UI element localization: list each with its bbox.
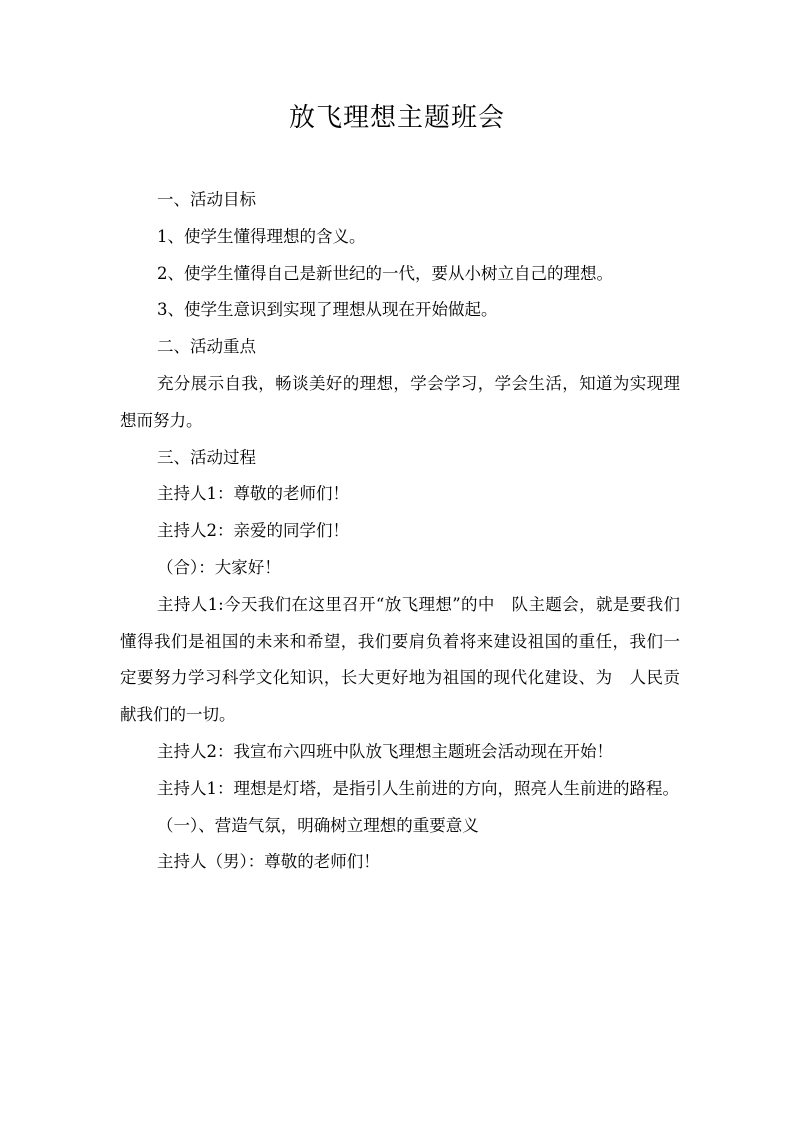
joint-greeting: （合）：大家好！ <box>157 557 281 577</box>
document-title: 放飞理想主题班会 <box>288 103 505 133</box>
host2-announcement: 主持人2：我宣布六四班中队放飞理想主题班会活动现在开始！ <box>157 741 613 761</box>
goal-item-1: 1、使学生懂得理想的含义。 <box>157 226 366 246</box>
document-body <box>120 182 680 881</box>
section-one-heading: （一）、营造气氛，明确树立理想的重要意义 <box>157 815 479 835</box>
focus-paragraph: 充分展示自我，畅谈美好的理想，学会学习，学会生活，知道为实现理想而努力。 <box>120 373 680 430</box>
goal-item-2: 2、使学生懂得自己是新世纪的一代，要从小树立自己的理想。 <box>157 263 613 283</box>
heading-activity-goals: 一、活动目标 <box>157 190 256 209</box>
host1-introduction: 主持人1:今天我们在这里召开“放飞理想”的中 队主题会，就是要我们懂得我们是祖国的未来和希望，我们要肩负着将来建设祖国的重任，我们一定要努力学习科学文化知识，长大更好地为祖国的现代化建设、为 人民贡献我们的一切。 <box>120 594 680 725</box>
host1-ideal-lighthouse: 主持人1：理想是灯塔，是指引人生前进的方向，照亮人生前进的路程。 <box>157 778 679 798</box>
heading-activity-process: 三、活动过程 <box>157 447 256 467</box>
host1-greeting: 主持人1：尊敬的老师们！ <box>157 484 349 504</box>
goal-item-3: 3、使学生意识到实现了理想从现在开始做起。 <box>157 300 498 320</box>
host-male-greeting: 主持人（男）：尊敬的老师们！ <box>157 852 380 872</box>
host2-greeting: 主持人2：亲爱的同学们！ <box>157 521 349 541</box>
heading-activity-focus: 二、活动重点 <box>157 337 256 357</box>
